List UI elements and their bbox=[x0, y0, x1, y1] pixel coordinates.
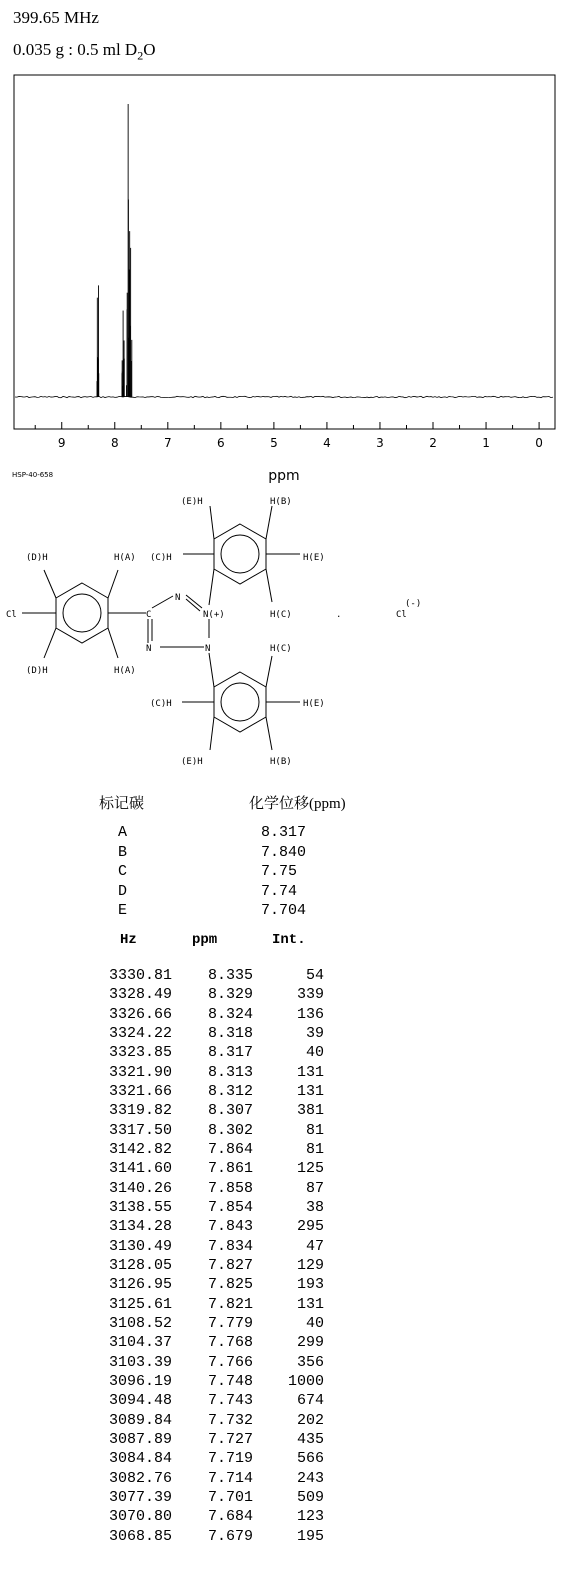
peak-ppm: 8.312 bbox=[207, 1082, 253, 1100]
peak-ppm: 7.825 bbox=[207, 1276, 253, 1294]
peak-ppm: 8.302 bbox=[207, 1121, 253, 1139]
peak-ppm: 7.701 bbox=[207, 1488, 253, 1506]
peak-intensity: 295 bbox=[296, 1218, 324, 1236]
molecular-structure bbox=[0, 488, 570, 778]
label-c-h-top: (C)H bbox=[150, 553, 172, 563]
table-row bbox=[100, 1102, 340, 1121]
top-benzene-ring bbox=[214, 524, 266, 584]
peak-intensity: 435 bbox=[296, 1430, 324, 1448]
table-row bbox=[100, 1238, 340, 1257]
peak-intensity: 509 bbox=[296, 1488, 324, 1506]
peak-hz: 3126.95 bbox=[108, 1276, 172, 1294]
label-e-h-bottom: (E)H bbox=[181, 757, 203, 767]
peak-hz: 3104.37 bbox=[108, 1334, 172, 1352]
peak-hz: 3323.85 bbox=[108, 1044, 172, 1062]
table-row bbox=[100, 1373, 340, 1392]
table-row bbox=[100, 1276, 340, 1295]
peak-intensity: 38 bbox=[305, 1198, 324, 1216]
assignment-shift: 7.75 bbox=[261, 863, 298, 880]
assignment-shift: 7.704 bbox=[261, 902, 307, 919]
peak-intensity: 123 bbox=[296, 1508, 324, 1526]
table-row bbox=[100, 1315, 340, 1334]
assignment-label: A bbox=[118, 824, 128, 841]
table-row bbox=[100, 967, 340, 986]
label-h-e-top: H(E) bbox=[303, 553, 325, 563]
label-e-h-top: (E)H bbox=[181, 497, 203, 507]
peak-intensity: 40 bbox=[305, 1044, 324, 1062]
x-axis-tick-label: 7 bbox=[163, 436, 172, 450]
label-tetrazole-c: C bbox=[146, 610, 152, 620]
peak-intensity: 195 bbox=[296, 1527, 324, 1545]
x-axis-tick-labels bbox=[58, 436, 543, 450]
peak-intensity: 202 bbox=[296, 1411, 324, 1429]
peak-hz: 3138.55 bbox=[108, 1198, 172, 1216]
label-h-e-bottom: H(E) bbox=[303, 699, 325, 709]
peak-intensity: 39 bbox=[305, 1024, 324, 1042]
peak-hz: 3140.26 bbox=[108, 1179, 172, 1197]
peak-intensity: 243 bbox=[296, 1469, 324, 1487]
peak-ppm: 7.779 bbox=[207, 1314, 253, 1332]
spectrometer-frequency: 399.65 MHz bbox=[13, 8, 99, 27]
assignment-label: B bbox=[118, 843, 128, 861]
compound-code: HSP-40-658 bbox=[12, 471, 54, 479]
peak-hz: 3142.82 bbox=[108, 1140, 172, 1158]
table-row bbox=[100, 1392, 340, 1411]
peak-hz: 3087.89 bbox=[108, 1430, 172, 1448]
peak-ppm: 8.324 bbox=[207, 1005, 253, 1023]
peak-hz: 3128.05 bbox=[108, 1256, 172, 1274]
spectrum-baseline bbox=[15, 396, 553, 397]
label-d-h-lower: (D)H bbox=[26, 666, 48, 676]
peak-intensity: 131 bbox=[296, 1063, 324, 1081]
peak-ppm: 8.318 bbox=[207, 1024, 253, 1042]
peak-intensity: 674 bbox=[296, 1392, 324, 1410]
peak-header-ppm: ppm bbox=[192, 932, 218, 948]
peak-intensity: 47 bbox=[305, 1237, 324, 1255]
peak-intensity: 381 bbox=[296, 1102, 324, 1120]
peak-ppm: 8.329 bbox=[207, 986, 253, 1004]
table-row bbox=[100, 1044, 340, 1063]
peak-intensity: 87 bbox=[305, 1179, 324, 1197]
peak-hz: 3084.84 bbox=[108, 1450, 172, 1468]
label-h-c-top-ring: H(C) bbox=[270, 610, 292, 620]
peak-ppm: 7.714 bbox=[207, 1469, 253, 1487]
peak-ppm: 7.821 bbox=[207, 1295, 253, 1313]
label-h-b-bottom: H(B) bbox=[270, 757, 292, 767]
assignment-header-label: 标记碳 bbox=[99, 796, 145, 812]
x-axis-tick-label: 3 bbox=[376, 436, 384, 450]
x-axis-tick-label: 1 bbox=[482, 436, 490, 450]
table-row bbox=[100, 1450, 340, 1469]
peak-ppm: 7.843 bbox=[207, 1218, 253, 1236]
peak-hz: 3326.66 bbox=[108, 1005, 172, 1023]
nmr-spectrum-chart bbox=[0, 60, 570, 485]
table-row bbox=[100, 1141, 340, 1160]
label-tetrazole-n-bottom: N bbox=[205, 644, 211, 654]
peak-hz: 3321.90 bbox=[108, 1063, 172, 1081]
label-tetrazole-n-left: N bbox=[146, 644, 152, 654]
table-row bbox=[100, 1412, 340, 1431]
plot-frame bbox=[14, 75, 555, 429]
assignment-label: D bbox=[118, 882, 128, 900]
peak-hz: 3130.49 bbox=[108, 1237, 172, 1255]
peak-table-header bbox=[100, 932, 340, 950]
table-row bbox=[100, 1470, 340, 1489]
left-benzene-ring bbox=[56, 583, 108, 643]
table-row bbox=[100, 1354, 340, 1373]
left-ring-aromatic-circle bbox=[63, 594, 101, 632]
peak-intensity: 193 bbox=[296, 1276, 324, 1294]
table-row bbox=[100, 1160, 340, 1179]
peak-ppm: 7.748 bbox=[207, 1372, 253, 1390]
peak-ppm: 7.864 bbox=[207, 1140, 253, 1158]
table-row bbox=[100, 1122, 340, 1141]
peak-ppm: 7.827 bbox=[207, 1256, 253, 1274]
assignment-shift: 7.74 bbox=[261, 882, 298, 900]
label-h-c-bottom-ring: H(C) bbox=[270, 644, 292, 654]
label-h-b-top: H(B) bbox=[270, 497, 292, 507]
peak-ppm: 7.834 bbox=[207, 1237, 253, 1255]
label-c-h-bottom: (C)H bbox=[150, 699, 172, 709]
peak-ppm: 7.766 bbox=[207, 1353, 253, 1371]
assignment-label: C bbox=[118, 863, 128, 880]
table-row bbox=[100, 1334, 340, 1353]
peak-intensity: 40 bbox=[305, 1314, 324, 1332]
x-axis-tick-label: 8 bbox=[110, 436, 119, 450]
table-row bbox=[100, 1489, 340, 1508]
label-chloride-charge: (-) bbox=[405, 599, 422, 609]
peak-ppm: 7.719 bbox=[207, 1450, 253, 1468]
peak-header-int: Int. bbox=[272, 932, 306, 948]
peak-intensity: 339 bbox=[296, 986, 324, 1004]
label-salt-dot: . bbox=[336, 610, 342, 620]
peak-intensity: 566 bbox=[296, 1450, 324, 1468]
peak-hz: 3134.28 bbox=[108, 1218, 172, 1236]
assignment-shift: 8.317 bbox=[261, 824, 307, 841]
peak-ppm: 7.679 bbox=[207, 1527, 253, 1545]
label-tetrazole-n-top: N bbox=[175, 593, 181, 603]
x-axis-tick-label: 6 bbox=[217, 436, 225, 450]
peak-ppm: 7.732 bbox=[207, 1411, 253, 1429]
sample-subscript: 2 bbox=[137, 48, 144, 63]
peak-ppm: 7.768 bbox=[207, 1334, 253, 1352]
table-row bbox=[100, 1528, 340, 1547]
table-row bbox=[100, 1257, 340, 1276]
peak-hz: 3089.84 bbox=[108, 1411, 172, 1429]
peak-hz: 3330.81 bbox=[108, 967, 172, 984]
label-chloride: Cl bbox=[396, 610, 407, 620]
x-axis-tick-label: 9 bbox=[57, 436, 66, 450]
table-row bbox=[100, 1025, 340, 1044]
peak-hz: 3141.60 bbox=[108, 1160, 172, 1178]
peak-hz: 3328.49 bbox=[108, 986, 172, 1004]
table-row bbox=[100, 1180, 340, 1199]
peak-ppm: 7.743 bbox=[207, 1392, 253, 1410]
x-axis-tick-label: 2 bbox=[429, 436, 437, 450]
peak-intensity: 356 bbox=[296, 1353, 324, 1371]
peak-ppm: 7.684 bbox=[207, 1508, 253, 1526]
x-axis-ticks bbox=[35, 422, 539, 429]
label-d-h-upper: (D)H bbox=[26, 553, 48, 563]
spectrum-peaks bbox=[97, 104, 132, 397]
peak-hz: 3082.76 bbox=[108, 1469, 172, 1487]
peak-intensity: 81 bbox=[305, 1140, 324, 1158]
peak-header-hz: Hz bbox=[120, 932, 137, 948]
sample-text: 0.035 g : 0.5 ml D bbox=[13, 40, 138, 59]
peak-intensity: 129 bbox=[296, 1256, 324, 1274]
table-row bbox=[100, 1218, 340, 1237]
table-row bbox=[100, 1083, 340, 1102]
peak-intensity: 54 bbox=[305, 967, 324, 984]
assignment-shift: 7.840 bbox=[261, 843, 307, 861]
peak-ppm: 8.335 bbox=[207, 967, 253, 984]
peak-ppm: 8.313 bbox=[207, 1063, 253, 1081]
peak-hz: 3068.85 bbox=[108, 1527, 172, 1545]
label-tetrazole-n-plus: N(+) bbox=[203, 610, 225, 620]
peak-intensity: 125 bbox=[296, 1160, 324, 1178]
label-chloro: Cl bbox=[6, 610, 17, 620]
table-row bbox=[100, 1508, 340, 1527]
assignment-label: E bbox=[118, 902, 128, 919]
peak-intensity: 136 bbox=[296, 1005, 324, 1023]
x-axis-tick-label: 4 bbox=[323, 436, 331, 450]
x-axis-label: ppm bbox=[268, 468, 300, 484]
peak-hz: 3077.39 bbox=[108, 1488, 172, 1506]
peak-hz: 3070.80 bbox=[108, 1508, 172, 1526]
peak-ppm: 7.861 bbox=[207, 1160, 253, 1178]
table-row bbox=[100, 1431, 340, 1450]
table-row bbox=[100, 1064, 340, 1083]
assignment-header-shift: 化学位移(ppm) bbox=[249, 796, 346, 812]
x-axis-tick-label: 5 bbox=[270, 436, 278, 450]
table-row bbox=[100, 1199, 340, 1218]
bottom-ring-aromatic-circle bbox=[221, 683, 259, 721]
peak-ppm: 7.858 bbox=[207, 1179, 253, 1197]
label-h-a-upper: H(A) bbox=[114, 553, 136, 563]
peak-hz: 3324.22 bbox=[108, 1024, 172, 1042]
top-ring-aromatic-circle bbox=[221, 535, 259, 573]
peak-ppm: 7.854 bbox=[207, 1198, 253, 1216]
peak-ppm: 8.307 bbox=[207, 1102, 253, 1120]
peak-hz: 3319.82 bbox=[108, 1102, 172, 1120]
peak-ppm: 8.317 bbox=[207, 1044, 253, 1062]
peak-hz: 3125.61 bbox=[108, 1295, 172, 1313]
peak-intensity: 81 bbox=[305, 1121, 324, 1139]
peak-intensity: 131 bbox=[296, 1295, 324, 1313]
peak-hz: 3317.50 bbox=[108, 1121, 172, 1139]
peak-ppm: 7.727 bbox=[207, 1430, 253, 1448]
structure-bonds bbox=[22, 506, 300, 750]
peak-hz: 3096.19 bbox=[108, 1372, 172, 1390]
table-row bbox=[100, 1006, 340, 1025]
sample-tail: O bbox=[143, 40, 156, 59]
peak-hz: 3103.39 bbox=[108, 1353, 172, 1371]
peak-intensity: 1000 bbox=[287, 1372, 324, 1390]
peak-hz: 3321.66 bbox=[108, 1082, 172, 1100]
peak-hz: 3108.52 bbox=[108, 1314, 172, 1332]
x-axis-tick-label: 0 bbox=[535, 436, 543, 450]
table-row bbox=[100, 1296, 340, 1315]
peak-hz: 3094.48 bbox=[108, 1392, 172, 1410]
peak-intensity: 131 bbox=[296, 1082, 324, 1100]
table-row bbox=[100, 986, 340, 1005]
label-h-a-lower: H(A) bbox=[114, 666, 136, 676]
peak-intensity: 299 bbox=[296, 1334, 324, 1352]
bottom-benzene-ring bbox=[214, 672, 266, 732]
